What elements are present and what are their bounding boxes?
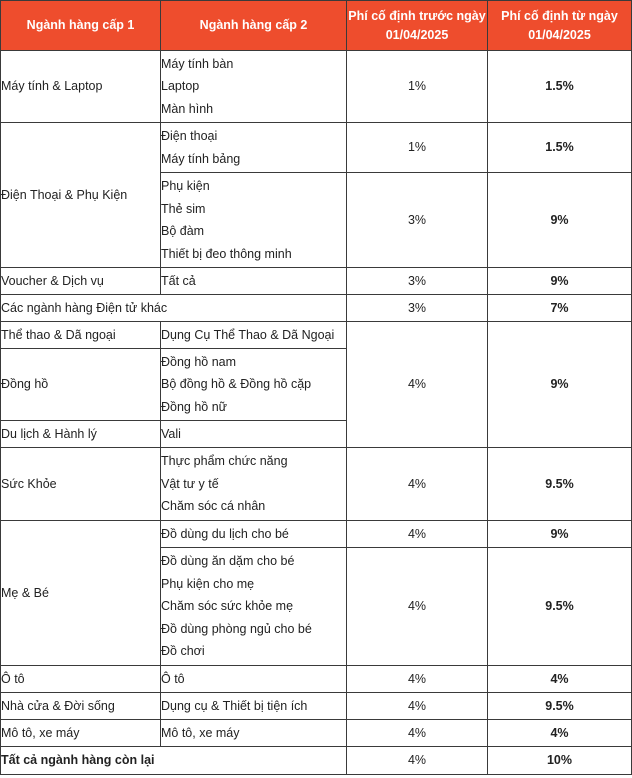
fee-before-cell: 4% <box>347 322 488 448</box>
subcategory-item: Laptop <box>161 79 200 94</box>
subcategory-item: Điện thoại <box>161 129 218 143</box>
table-row <box>1 747 632 775</box>
fee-before-cell: 3% <box>347 268 488 295</box>
subcategory-item: Đồng hồ nữ <box>161 399 228 414</box>
fee-after-cell: 9% <box>488 268 632 295</box>
category-level-2-cell <box>161 173 347 268</box>
subcategory-item: Thực phẩm chức năng <box>161 454 288 469</box>
fee-before-cell: 4% <box>347 666 488 693</box>
subcategory-item: Bộ đồng hồ & Đồng hồ cặp <box>161 377 312 392</box>
fee-before-cell: 4% <box>347 548 488 666</box>
subcategory-item: Chăm sóc sức khỏe mẹ <box>161 599 294 614</box>
subcategory-item: Đồ dùng du lịch cho bé <box>161 526 289 541</box>
subcategory-item: Dụng cụ & Thiết bị tiện ích <box>161 698 308 713</box>
header-category-level-1: Ngành hàng cấp 1 <box>1 1 161 51</box>
fee-before-cell: 4% <box>347 720 488 747</box>
subcategory-item: Dụng Cụ Thể Thao & Dã Ngoại <box>161 327 335 342</box>
header-fee-after-line1: Phí cố định từ ngày <box>501 8 618 23</box>
subcategory-item: Phụ kiện <box>161 179 210 193</box>
category-level-1-cell: Đồng hồ <box>1 349 161 421</box>
subcategory-item: Máy tính bảng <box>161 151 241 166</box>
table-row <box>1 295 632 322</box>
subcategory-item: Đồ dùng phòng ngủ cho bé <box>161 621 312 636</box>
category-level-2-cell <box>161 720 347 747</box>
header-fee-after <box>488 1 632 51</box>
category-level-1-cell: Máy tính & Laptop <box>1 51 161 123</box>
category-level-1-cell: Sức Khỏe <box>1 448 161 521</box>
subcategory-item: Đồng hồ nam <box>161 354 237 369</box>
fee-before-cell: 1% <box>347 51 488 123</box>
table-row <box>1 268 632 295</box>
subcategory-item: Đồ chơi <box>161 644 205 659</box>
category-level-2-cell <box>161 268 347 295</box>
category-level-1-cell: Du lịch & Hành lý <box>1 421 161 448</box>
category-level-1-cell: Thể thao & Dã ngoại <box>1 322 161 349</box>
subcategory-item: Chăm sóc cá nhân <box>161 499 266 514</box>
fee-after-cell: 9% <box>488 322 632 448</box>
fee-after-cell: 4% <box>488 720 632 747</box>
fee-after-cell: 7% <box>488 295 632 322</box>
subcategory-item: Vật tư y tế <box>161 476 219 491</box>
table-row <box>1 51 632 123</box>
category-level-2-cell <box>161 421 347 448</box>
category-level-2-cell <box>161 448 347 521</box>
fee-after-cell: 9.5% <box>488 693 632 720</box>
header-category-level-2: Ngành hàng cấp 2 <box>161 1 347 51</box>
category-level-2-cell <box>161 349 347 421</box>
subcategory-item: Thiết bị đeo thông minh <box>161 246 292 261</box>
header-row <box>1 1 632 51</box>
fee-before-cell: 3% <box>347 295 488 322</box>
header-fee-before <box>347 1 488 51</box>
fee-after-cell: 9% <box>488 173 632 268</box>
category-level-2-cell <box>161 322 347 349</box>
category-level-2-cell <box>161 123 347 173</box>
header-fee-before-line2: 01/04/2025 <box>385 27 449 42</box>
category-level-1-cell: Mẹ & Bé <box>1 521 161 666</box>
table-row <box>1 666 632 693</box>
fee-before-cell: 1% <box>347 123 488 173</box>
fee-before-cell: 4% <box>347 693 488 720</box>
subcategory-item: Đồ dùng ăn dặm cho bé <box>161 554 295 569</box>
subcategory-item: Vali <box>161 426 181 441</box>
category-level-2-cell <box>161 51 347 123</box>
category-level-1-cell: Các ngành hàng Điện tử khác <box>1 295 347 322</box>
header-fee-before-line1: Phí cố định trước ngày <box>348 8 486 23</box>
fee-before-cell: 4% <box>347 521 488 548</box>
subcategory-item: Mô tô, xe máy <box>161 725 240 740</box>
fee-before-cell: 3% <box>347 173 488 268</box>
fee-before-cell: 4% <box>347 448 488 521</box>
category-level-2-cell <box>161 693 347 720</box>
fee-after-cell: 9.5% <box>488 448 632 521</box>
category-level-2-cell <box>161 548 347 666</box>
table-row <box>1 720 632 747</box>
subcategory-item: Bộ đàm <box>161 224 205 238</box>
category-level-1-cell: Nhà cửa & Đời sống <box>1 693 161 720</box>
table-row <box>1 521 632 548</box>
fee-after-cell: 1.5% <box>488 123 632 173</box>
subcategory-item: Phụ kiện cho mẹ <box>161 576 255 591</box>
category-level-2-cell <box>161 666 347 693</box>
table-row <box>1 693 632 720</box>
fee-before-cell: 4% <box>347 747 488 775</box>
fee-after-cell: 9% <box>488 521 632 548</box>
fee-after-cell: 10% <box>488 747 632 775</box>
subcategory-item: Ô tô <box>161 671 185 686</box>
table-row <box>1 123 632 173</box>
fee-after-cell: 9.5% <box>488 548 632 666</box>
table-row <box>1 322 632 349</box>
category-level-1-cell: Ô tô <box>1 666 161 693</box>
category-level-1-cell: Voucher & Dịch vụ <box>1 268 161 295</box>
subcategory-item: Màn hình <box>161 101 214 116</box>
fee-after-cell: 4% <box>488 666 632 693</box>
category-level-1-cell: Tất cả ngành hàng còn lại <box>1 747 347 775</box>
subcategory-item: Tất cả <box>161 273 196 288</box>
fee-after-cell: 1.5% <box>488 51 632 123</box>
category-level-1-cell: Điện Thoại & Phụ Kiện <box>1 123 161 268</box>
header-fee-after-line2: 01/04/2025 <box>528 27 591 42</box>
table-row <box>1 448 632 521</box>
category-level-1-cell: Mô tô, xe máy <box>1 720 161 747</box>
subcategory-item: Máy tính bàn <box>161 56 234 71</box>
category-level-2-cell <box>161 521 347 548</box>
subcategory-item: Thẻ sim <box>161 201 206 216</box>
